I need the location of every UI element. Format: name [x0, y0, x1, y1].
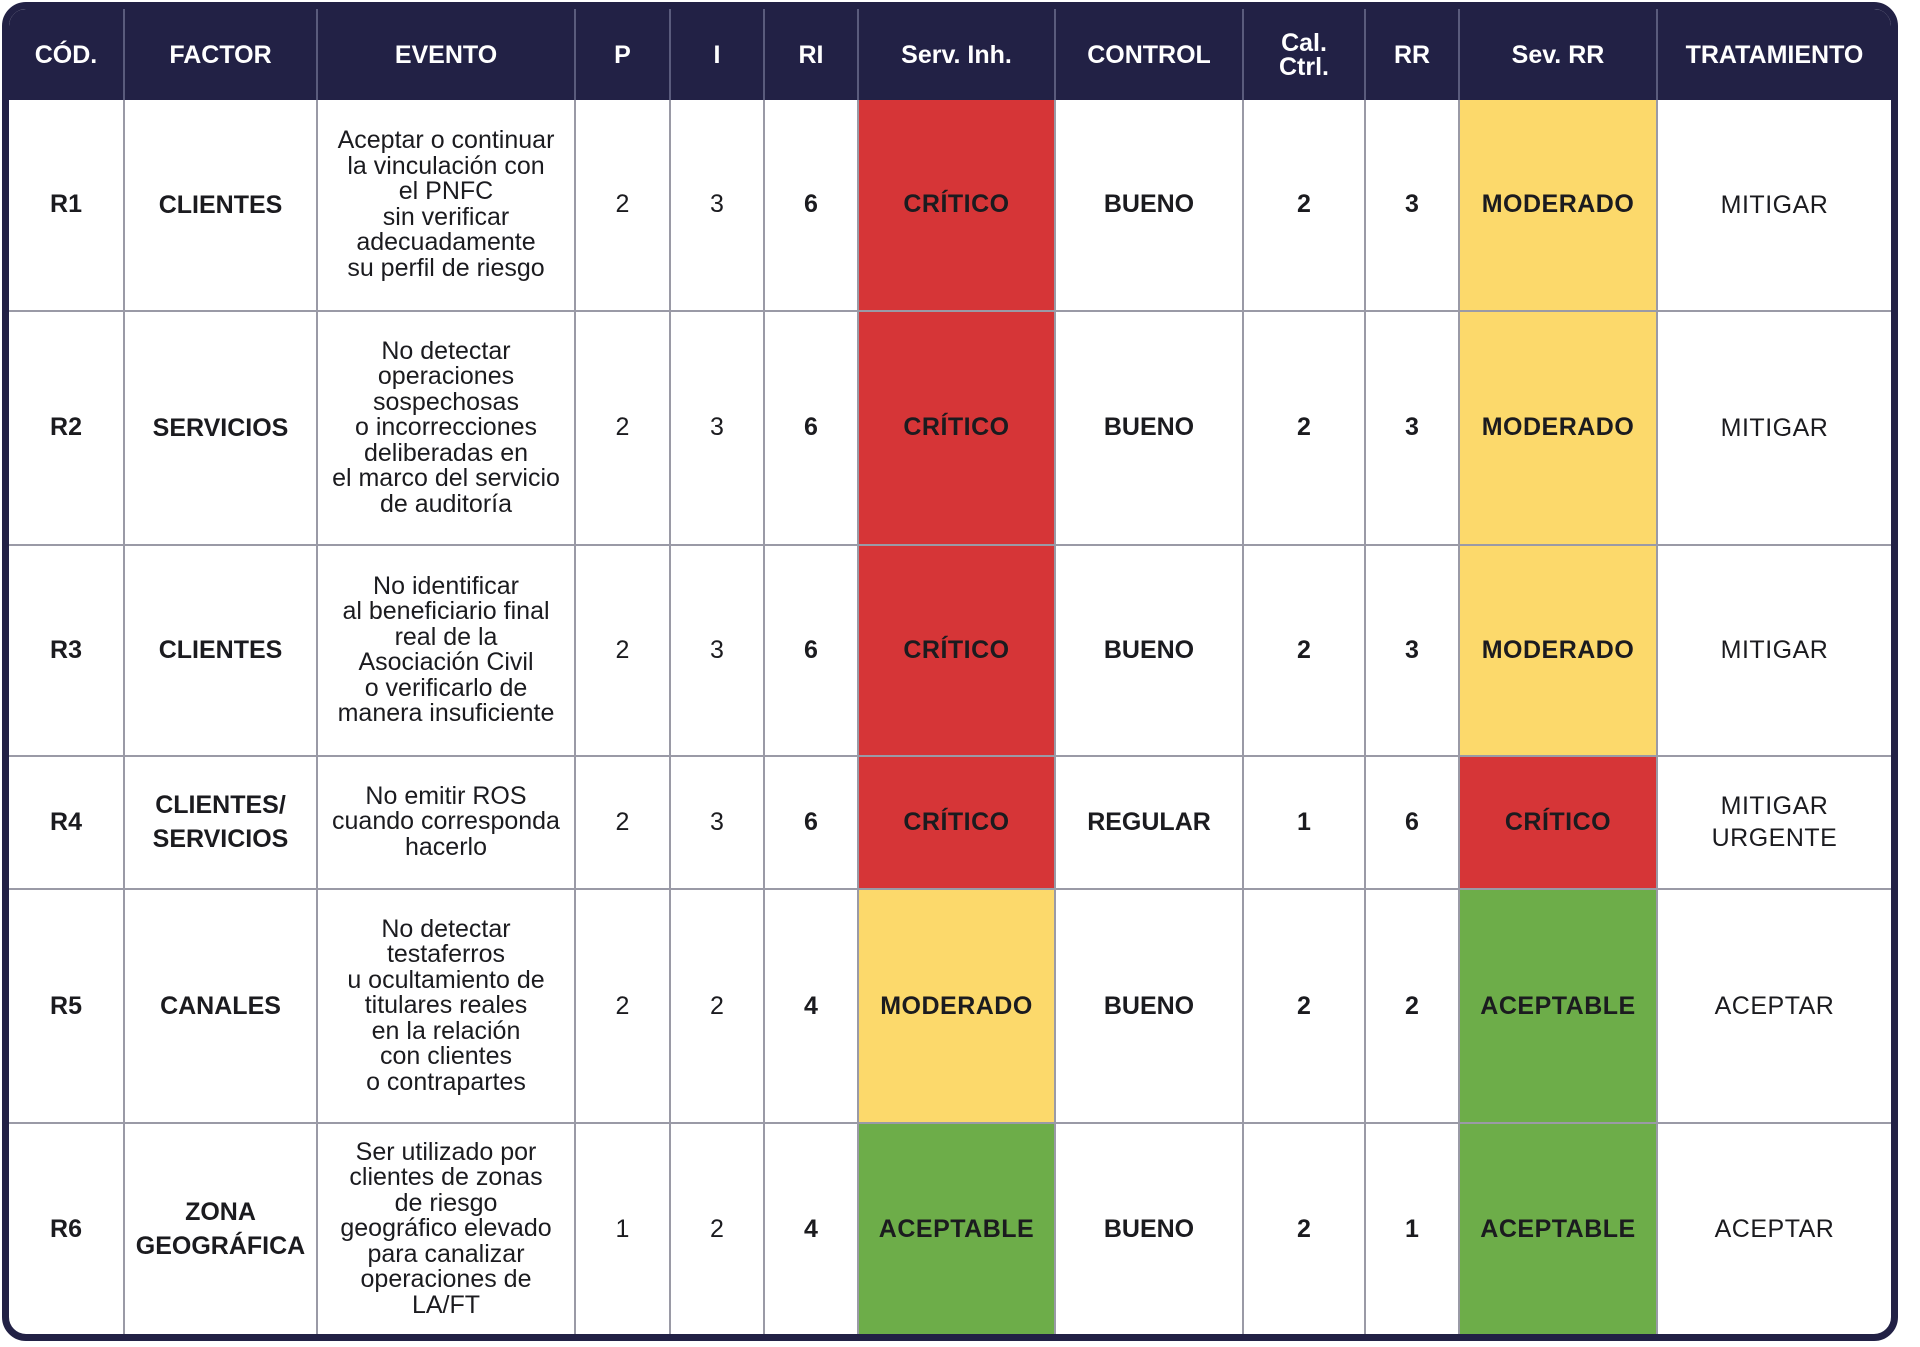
cell-sev-rr: CRÍTICO — [1459, 756, 1657, 889]
risk-matrix-table — [9, 9, 1891, 1334]
cell-cod: R5 — [9, 889, 124, 1124]
table-row — [9, 756, 1891, 889]
cell-sev-rr: ACEPTABLE — [1459, 1123, 1657, 1334]
header-sev-rr: Sev. RR — [1459, 9, 1657, 100]
cell-ri: 4 — [764, 1123, 858, 1334]
cell-evento: Ser utilizado por clientes de zonas de riesgo geográfico elevado para canalizar operaciones de LA/FT — [317, 1123, 575, 1334]
cell-i: 2 — [670, 889, 764, 1124]
header-factor: FACTOR — [124, 9, 317, 100]
table-row — [9, 1123, 1891, 1334]
cell-cal-ctrl: 2 — [1243, 1123, 1365, 1334]
risk-matrix-frame — [2, 2, 1898, 1341]
cell-factor: CLIENTES/ SERVICIOS — [124, 756, 317, 889]
header-rr: RR — [1365, 9, 1459, 100]
cell-tratamiento: ACEPTAR — [1657, 1123, 1891, 1334]
table-row — [9, 100, 1891, 311]
cell-factor: SERVICIOS — [124, 311, 317, 546]
cell-evento: No identificar al beneficiario final real de la Asociación Civil o verificarlo de manera insuficiente — [317, 545, 575, 756]
cell-serv-inh: CRÍTICO — [858, 756, 1055, 889]
cell-serv-inh: ACEPTABLE — [858, 1123, 1055, 1334]
cell-serv-inh: CRÍTICO — [858, 545, 1055, 756]
cell-tratamiento: ACEPTAR — [1657, 889, 1891, 1124]
cell-sev-rr: MODERADO — [1459, 311, 1657, 546]
cell-p: 2 — [575, 756, 670, 889]
header-serv-inh: Serv. Inh. — [858, 9, 1055, 100]
cell-i: 3 — [670, 311, 764, 546]
cell-cal-ctrl: 2 — [1243, 100, 1365, 311]
cell-ri: 6 — [764, 756, 858, 889]
cell-ri: 4 — [764, 889, 858, 1124]
header-p: P — [575, 9, 670, 100]
header-cal-ctrl: Cal. Ctrl. — [1243, 9, 1365, 100]
header-ri: RI — [764, 9, 858, 100]
header-control: CONTROL — [1055, 9, 1243, 100]
cell-p: 1 — [575, 1123, 670, 1334]
cell-control: BUENO — [1055, 545, 1243, 756]
cell-p: 2 — [575, 545, 670, 756]
cell-i: 3 — [670, 100, 764, 311]
cell-ri: 6 — [764, 100, 858, 311]
cell-i: 3 — [670, 545, 764, 756]
cell-tratamiento: MITIGAR URGENTE — [1657, 756, 1891, 889]
cell-rr: 2 — [1365, 889, 1459, 1124]
cell-cod: R2 — [9, 311, 124, 546]
header-tratamiento: TRATAMIENTO — [1657, 9, 1891, 100]
cell-i: 3 — [670, 756, 764, 889]
header-row — [9, 9, 1891, 100]
cell-cod: R4 — [9, 756, 124, 889]
cell-cal-ctrl: 2 — [1243, 545, 1365, 756]
cell-serv-inh: CRÍTICO — [858, 311, 1055, 546]
cell-factor: CLIENTES — [124, 100, 317, 311]
cell-i: 2 — [670, 1123, 764, 1334]
cell-evento: No detectar operaciones sospechosas o incorrecciones deliberadas en el marco del servicio de auditoría — [317, 311, 575, 546]
cell-evento: Aceptar o continuar la vinculación con el PNFC sin verificar adecuadamente su perfil de riesgo — [317, 100, 575, 311]
cell-rr: 1 — [1365, 1123, 1459, 1334]
cell-serv-inh: CRÍTICO — [858, 100, 1055, 311]
cell-serv-inh: MODERADO — [858, 889, 1055, 1124]
cell-tratamiento: MITIGAR — [1657, 545, 1891, 756]
cell-evento: No detectar testaferros u ocultamiento de titulares reales en la relación con clientes o contrapartes — [317, 889, 575, 1124]
cell-factor: ZONA GEOGRÁFICA — [124, 1123, 317, 1334]
header-i: I — [670, 9, 764, 100]
header-cod: CÓD. — [9, 9, 124, 100]
cell-evento: No emitir ROS cuando corresponda hacerlo — [317, 756, 575, 889]
table-row — [9, 311, 1891, 546]
table-row — [9, 889, 1891, 1124]
cell-rr: 3 — [1365, 545, 1459, 756]
cell-cod: R1 — [50, 190, 82, 219]
cell-cal-ctrl: 1 — [1243, 756, 1365, 889]
cell-control: BUENO — [1055, 889, 1243, 1124]
cell-cal-ctrl: 2 — [1243, 889, 1365, 1124]
cell-cod: R6 — [9, 1123, 124, 1334]
cell-control: BUENO — [1055, 1123, 1243, 1334]
cell-rr: 6 — [1365, 756, 1459, 889]
cell-sev-rr: MODERADO — [1459, 545, 1657, 756]
cell-sev-rr: MODERADO — [1459, 100, 1657, 311]
header-evento: EVENTO — [317, 9, 575, 100]
cell-cod: R3 — [9, 545, 124, 756]
cell-p: 2 — [575, 100, 670, 311]
cell-p: 2 — [575, 311, 670, 546]
cell-factor: CLIENTES — [124, 545, 317, 756]
cell-ri: 6 — [764, 545, 858, 756]
table-row — [9, 545, 1891, 756]
cell-tratamiento: MITIGAR — [1657, 311, 1891, 546]
cell-cal-ctrl: 2 — [1243, 311, 1365, 546]
cell-control: REGULAR — [1055, 756, 1243, 889]
cell-p: 2 — [575, 889, 670, 1124]
cell-rr: 3 — [1365, 311, 1459, 546]
cell-sev-rr: ACEPTABLE — [1459, 889, 1657, 1124]
cell-control: BUENO — [1055, 311, 1243, 546]
cell-control: BUENO — [1055, 100, 1243, 311]
cell-rr: 3 — [1365, 100, 1459, 311]
cell-tratamiento: MITIGAR — [1657, 100, 1891, 311]
cell-factor: CANALES — [124, 889, 317, 1124]
cell-ri: 6 — [764, 311, 858, 546]
